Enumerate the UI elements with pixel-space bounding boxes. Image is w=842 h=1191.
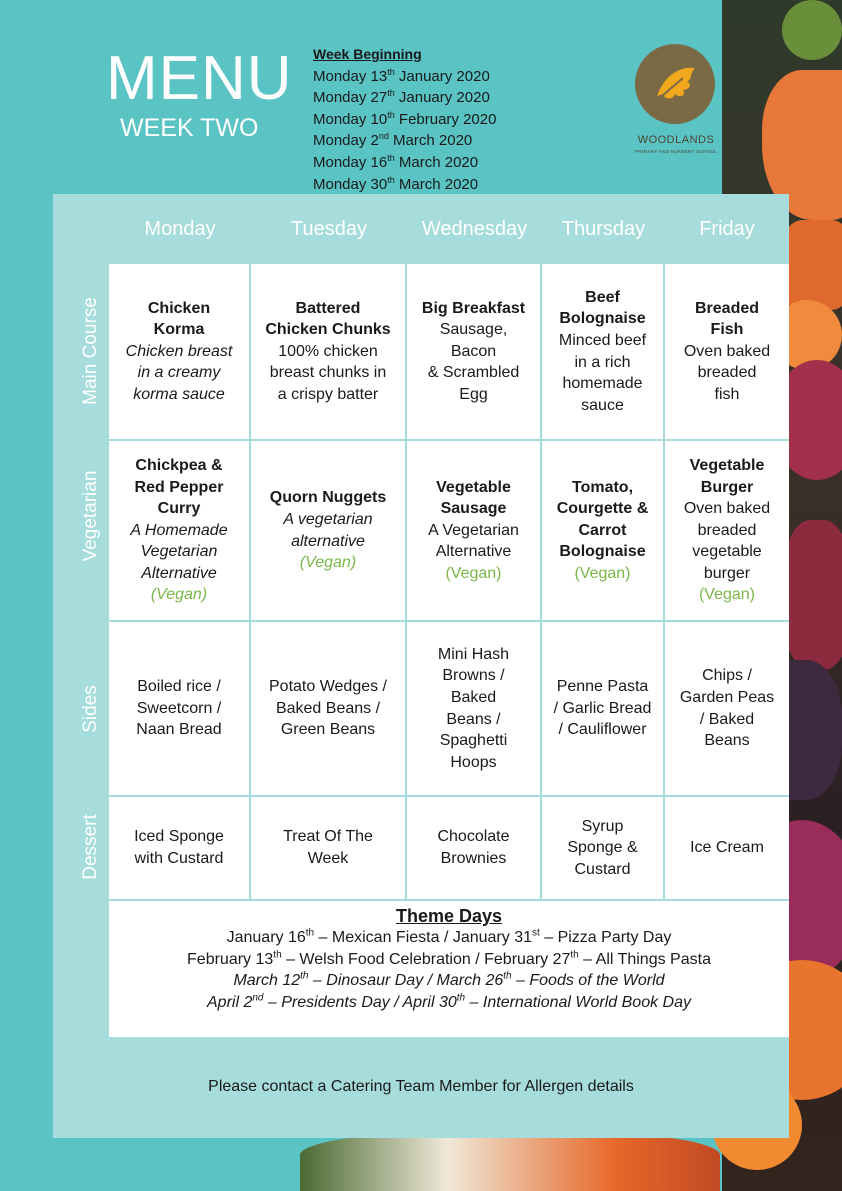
date-ordinal: nd (252, 992, 264, 1004)
dish-description: korma sauce (133, 385, 225, 403)
week-beginning-label: Week Beginning (313, 46, 422, 62)
vegan-label: (Vegan) (299, 554, 357, 572)
dish-description: in a creamy (137, 364, 221, 382)
date-list (313, 66, 496, 196)
dish-description: Ice Cream (690, 839, 764, 857)
date-text: Monday 30 (313, 175, 388, 193)
dish-name: Quorn Nuggets (269, 489, 387, 507)
dish-name: Breaded (694, 299, 760, 317)
date-ordinal: th (300, 970, 309, 982)
dish-name: Courgette & (556, 500, 649, 518)
dish-name: Beef (585, 288, 620, 306)
theme-day-text: – Welsh Food Celebration / February 27 (281, 950, 571, 968)
menu-cell-main-course-tuesday (251, 264, 405, 439)
logo-name: WOODLANDS (637, 134, 715, 146)
date-text: March 2020 (394, 153, 479, 171)
dish-description: Beans / (446, 710, 501, 728)
date-text: January 2020 (394, 89, 490, 107)
allergen-notice: Please contact a Catering Team Member for Allergen details (208, 1078, 634, 1095)
dish-description: Baked Beans / (275, 699, 381, 717)
dish-description: Baked (450, 688, 497, 706)
week-subtitle: WEEK TWO (120, 114, 259, 142)
dish-description: sauce (581, 396, 624, 414)
theme-day-line (109, 992, 789, 1014)
dish-description: Hoops (450, 753, 497, 771)
dish-description: Sausage, (439, 321, 508, 339)
dish-description: Green Beans (280, 721, 376, 739)
theme-days-title: Theme Days (395, 906, 503, 926)
dish-description: Bacon (450, 342, 497, 360)
dish-description: Sponge & (567, 839, 638, 857)
row-label-main-course: Main Course (80, 297, 101, 405)
date-ordinal: th (273, 949, 282, 961)
dish-description: Minced beef (558, 331, 647, 349)
dish-description: / Baked (699, 710, 755, 728)
dish-description: Chicken breast (125, 342, 233, 360)
dish-description: Chocolate (437, 828, 510, 846)
dish-description: / Cauliflower (558, 721, 647, 739)
menu-cell-sides-tuesday (251, 622, 405, 795)
dish-name: Fish (710, 321, 744, 339)
theme-day-text: – Presidents Day / April 30 (263, 993, 457, 1011)
date-ordinal: th (387, 88, 395, 99)
dish-description: Brownies (440, 850, 507, 867)
theme-day-text: – Mexican Fiesta / January 31 (314, 929, 532, 946)
dish-description: A Homemade (130, 521, 228, 539)
dish-name: Carrot (578, 521, 627, 539)
dish-name: Tomato, (571, 478, 634, 496)
dish-name: Big Breakfast (421, 299, 526, 317)
menu-cell-main-course-thursday (542, 264, 663, 439)
dish-description: Potato Wedges / (269, 678, 387, 696)
dish-description: Vegetarian (140, 543, 218, 561)
dish-description: 100% chicken (278, 342, 378, 360)
menu-cell-dessert-wednesday (407, 797, 540, 899)
date-line (313, 66, 496, 88)
dish-description: Egg (459, 385, 488, 403)
day-header-monday: Monday (144, 218, 216, 240)
dish-description: Sweetcorn / (136, 699, 222, 717)
dish-description: & Scrambled (427, 364, 520, 382)
dish-description: Mini Hash (437, 645, 510, 663)
menu-cell-dessert-thursday (542, 797, 663, 899)
dish-description: / Garlic Bread (553, 699, 652, 717)
menu-cell-vegetarian-friday (665, 441, 789, 620)
dish-description: Alternative (435, 543, 512, 561)
menu-cell-dessert-monday (109, 797, 249, 899)
theme-day-line (109, 927, 789, 949)
date-ordinal: th (456, 992, 466, 1004)
theme-day-line (109, 949, 789, 971)
date-ordinal: th (503, 970, 512, 982)
menu-cell-dessert-friday (665, 797, 789, 899)
theme-days-list (109, 927, 789, 1013)
dish-description: Penne Pasta (556, 678, 649, 696)
date-line (313, 152, 496, 174)
menu-cell-main-course-monday (109, 264, 249, 439)
dish-description: Browns / (442, 667, 505, 685)
dish-description: A vegetarian (283, 510, 373, 528)
dish-name: Bolognaise (559, 310, 646, 328)
dish-name: Bolognaise (559, 543, 646, 561)
date-text: Monday 27 (313, 89, 388, 107)
theme-day-text: – Dinosaur Day / March 26 (308, 972, 504, 990)
logo-tagline: PRIMARY AND NURSERY SCHOOL (635, 149, 717, 154)
date-text: February 2020 (394, 110, 497, 128)
dish-name: Vegetable (436, 478, 511, 496)
dish-description: Oven baked (683, 342, 771, 360)
dish-description: alternative (291, 532, 365, 550)
date-ordinal: th (570, 949, 579, 961)
dish-name: Chickpea & (135, 456, 223, 474)
date-line (313, 174, 496, 196)
date-ordinal: nd (378, 131, 389, 142)
day-header-wednesday: Wednesday (421, 218, 528, 240)
theme-day-text: – Foods of the World (511, 972, 665, 990)
dish-description: burger (703, 564, 751, 582)
dish-description: Treat Of The (283, 828, 373, 846)
dish-name: Curry (157, 500, 201, 518)
dish-description: Naan Bread (136, 721, 222, 739)
menu-cell-dessert-tuesday (251, 797, 405, 899)
menu-title: MENU (106, 44, 293, 113)
date-line (313, 130, 496, 152)
date-line (313, 87, 496, 109)
beetroot-image (782, 520, 842, 670)
date-ordinal: th (305, 927, 315, 939)
theme-day-line (109, 970, 789, 992)
dish-description: Oven baked (683, 500, 771, 518)
date-text: January 2020 (394, 67, 490, 85)
dish-description: vegetable (692, 543, 762, 561)
dish-description: Garden Peas (679, 688, 775, 706)
theme-day-text: – International World Book Day (465, 993, 691, 1011)
week-beginning-dates (313, 44, 496, 195)
avocado-image (782, 0, 842, 60)
date-ordinal: th (387, 66, 395, 77)
dish-description: A Vegetarian (428, 521, 519, 539)
oak-leaf-icon (635, 44, 715, 124)
date-ordinal: st (532, 927, 540, 939)
dish-description: homemade (562, 375, 643, 393)
dish-name: Chicken (147, 299, 211, 317)
menu-cell-vegetarian-thursday (542, 441, 663, 620)
dish-description: Iced Sponge (134, 828, 224, 846)
date-line (313, 109, 496, 131)
menu-cell-vegetarian-wednesday (407, 441, 540, 620)
menu-cell-main-course-wednesday (407, 264, 540, 439)
date-text: March 2020 (388, 132, 473, 150)
date-ordinal: th (387, 152, 395, 163)
dish-description: breaded (697, 521, 757, 539)
dish-description: fish (714, 385, 740, 403)
carrot-image (782, 220, 842, 310)
vegan-label: (Vegan) (574, 564, 631, 582)
menu-cell-vegetarian-monday (109, 441, 249, 620)
dish-name: Burger (700, 478, 754, 496)
dish-description: Boiled rice / (137, 678, 221, 696)
menu-cell-sides-thursday (542, 622, 663, 795)
menu-cell-vegetarian-tuesday (251, 441, 405, 620)
dish-description: in a rich (574, 353, 631, 371)
dish-description: Custard (574, 860, 631, 878)
theme-day-text: January 16 (226, 929, 306, 946)
row-label-vegetarian: Vegetarian (80, 470, 101, 562)
theme-day-text: April 2 (207, 993, 253, 1011)
theme-day-text: February 13 (187, 950, 274, 968)
dish-description: Beans (704, 732, 750, 750)
school-logo (624, 44, 728, 160)
date-text: Monday 13 (313, 67, 388, 85)
date-text: Monday 16 (313, 153, 388, 171)
dish-description: Alternative (141, 564, 217, 582)
theme-day-text: – Pizza Party Day (539, 929, 672, 946)
date-text: March 2020 (394, 175, 479, 193)
date-ordinal: th (387, 109, 395, 120)
logo-badge (635, 44, 715, 124)
day-header-tuesday: Tuesday (291, 218, 367, 240)
dish-name: Korma (153, 321, 205, 339)
dish-name: Battered (295, 299, 361, 317)
menu-cell-sides-wednesday (407, 622, 540, 795)
dish-description: breaded (697, 364, 757, 382)
dish-name: Chicken Chunks (265, 321, 391, 339)
dish-description: Chips / (702, 667, 752, 685)
row-label-sides: Sides (80, 685, 101, 733)
theme-days-box (109, 901, 789, 1037)
date-text: Monday 2 (313, 132, 379, 150)
day-header-friday: Friday (699, 218, 755, 240)
day-header-thursday: Thursday (561, 218, 646, 240)
theme-day-text: March 12 (233, 972, 301, 990)
dish-description: Week (307, 850, 349, 867)
vegan-label: (Vegan) (150, 586, 208, 604)
theme-day-text: – All Things Pasta (578, 950, 711, 968)
dish-description: with Custard (134, 850, 224, 867)
date-text: Monday 10 (313, 110, 388, 128)
dish-description: Syrup (581, 817, 624, 835)
dish-name: Vegetable (689, 456, 765, 474)
date-ordinal: th (387, 174, 395, 185)
dish-description: Spaghetti (439, 732, 508, 750)
vegetables-bottom-image (300, 1131, 720, 1191)
dish-name: Sausage (440, 500, 507, 518)
dish-description: a crispy batter (277, 385, 379, 403)
menu-cell-sides-friday (665, 622, 789, 795)
menu-cell-sides-monday (109, 622, 249, 795)
vegan-label: (Vegan) (698, 586, 756, 604)
dish-name: Red Pepper (134, 478, 224, 496)
row-label-dessert: Dessert (80, 814, 101, 880)
dish-description: breast chunks in (269, 364, 387, 382)
vegan-label: (Vegan) (445, 564, 502, 582)
menu-cell-main-course-friday (665, 264, 789, 439)
